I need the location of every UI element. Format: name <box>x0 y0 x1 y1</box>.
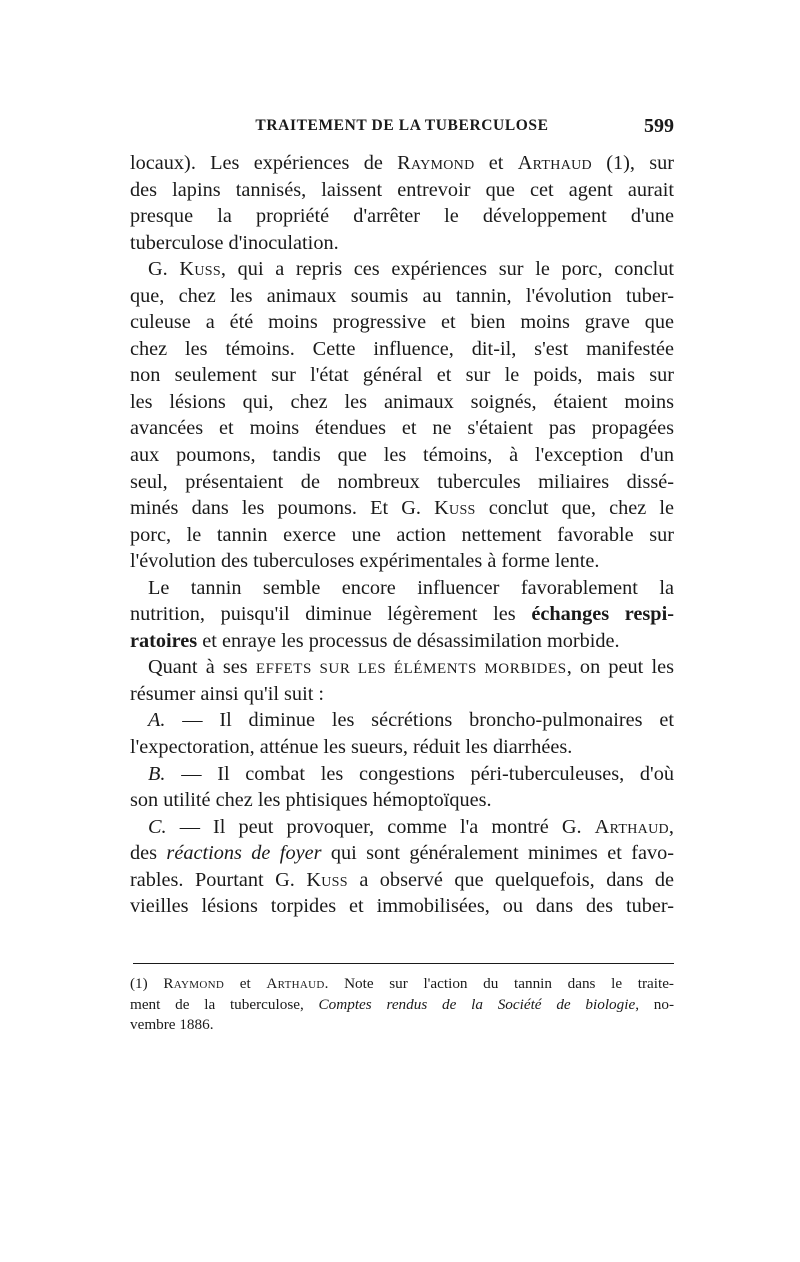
bold-term: échanges respi- <box>531 603 674 626</box>
text-line: seul, présentaient de nombreux tubercules miliaires dissé- <box>130 470 674 493</box>
footnote-line: (1) Raymond et Arthaud. Note sur l'action du tannin dans le traite- <box>130 975 674 992</box>
bold-term: ratoires <box>130 629 198 652</box>
text-line: Le tannin semble encore influencer favorablement la <box>148 576 674 599</box>
footnote-line: ment de la tuberculose, Comptes rendus de la Société de biologie, no- <box>130 995 675 1013</box>
text-line: minés dans les poumons. Et G. Kuss conclut que, chez le <box>130 497 674 520</box>
author-name: Raymond <box>163 975 225 992</box>
main-text <box>130 150 674 920</box>
page-number: 599 <box>644 115 674 137</box>
text-line: B. — Il combat les congestions péri-tuberculeuses, d'où <box>148 762 674 785</box>
text-line: l'expectoration, atténue les sueurs, réduit les diarrhées. <box>130 736 573 759</box>
author-name: Kuss <box>306 868 348 891</box>
item-letter: B. <box>148 762 166 785</box>
footnote-line: vembre 1886. <box>130 1016 214 1033</box>
text-line: que, chez les animaux soumis au tannin, l'évolution tuber- <box>130 284 674 307</box>
section-term: EFFETS SUR LES ÉLÉMENTS MORBIDES <box>255 661 567 678</box>
text-line: ratoires et enraye les processus de désassimilation morbide. <box>130 629 620 652</box>
text-line: les lésions qui, chez les animaux soignés, étaient moins <box>130 390 674 413</box>
author-name: Arthaud <box>517 152 592 174</box>
footnote <box>130 974 674 1036</box>
text-line: C. — Il peut provoquer, comme l'a montré G. Arthaud, <box>148 815 674 838</box>
page-header <box>130 115 674 141</box>
item-letter: A. <box>148 709 166 732</box>
text-line: tuberculose d'inoculation. <box>130 231 339 254</box>
text-line: résumer ainsi qu'il suit : <box>130 682 325 705</box>
text-line: des réactions de foyer qui sont généralement minimes et favo- <box>130 842 674 865</box>
text-line: porc, le tannin exerce une action nettement favorable sur <box>130 523 674 546</box>
author-name: Kuss <box>179 258 221 281</box>
text-line: avancées et moins étendues et ne s'étaient pas propagées <box>130 417 674 440</box>
item-letter: C. <box>148 815 167 838</box>
journal-title: Comptes rendus de la Société de biologie <box>318 995 636 1013</box>
text-line: culeuse a été moins progressive et bien moins grave que <box>130 311 674 334</box>
text-line: G. Kuss, qui a repris ces expériences sur le porc, conclut <box>148 258 674 281</box>
text-line: vieilles lésions torpides et immobilisées, ou dans des tuber- <box>130 895 674 918</box>
text-line: Quant à ses EFFETS SUR LES ÉLÉMENTS MORBIDES, on peut les <box>148 656 674 679</box>
text-line: rables. Pourtant G. Kuss a observé que quelquefois, dans de <box>130 868 674 891</box>
text-line: chez les témoins. Cette influence, dit-il, s'est manifestée <box>130 337 674 360</box>
author-name: Arthaud <box>266 975 325 992</box>
text-line: locaux). Les expériences de Raymond et Arthaud (1), sur <box>130 152 674 174</box>
text-line: A. — Il diminue les sécrétions broncho-pulmonaires et <box>148 709 674 732</box>
text-line: non seulement sur l'état général et sur le poids, mais sur <box>130 364 674 387</box>
text-line: presque la propriété d'arrêter le développement d'une <box>130 205 674 228</box>
author-name: Raymond <box>397 152 475 174</box>
text-line: nutrition, puisqu'il diminue légèrement les échanges respi- <box>130 603 674 626</box>
author-name: Arthaud <box>594 815 669 838</box>
running-title: TRAITEMENT DE LA TUBERCULOSE <box>255 117 549 134</box>
author-name: Kuss <box>434 497 476 520</box>
footnote-rule <box>133 963 674 964</box>
text-line: des lapins tannisés, laissent entrevoir que cet agent aurait <box>130 178 674 201</box>
text-line: l'évolution des tuberculoses expérimentales à forme lente. <box>130 550 600 573</box>
text-line: son utilité chez les phtisiques hémoptoïques. <box>130 789 492 812</box>
text-line: aux poumons, tandis que les témoins, à l'exception d'un <box>130 444 674 467</box>
italic-term: réactions de foyer <box>166 842 322 865</box>
